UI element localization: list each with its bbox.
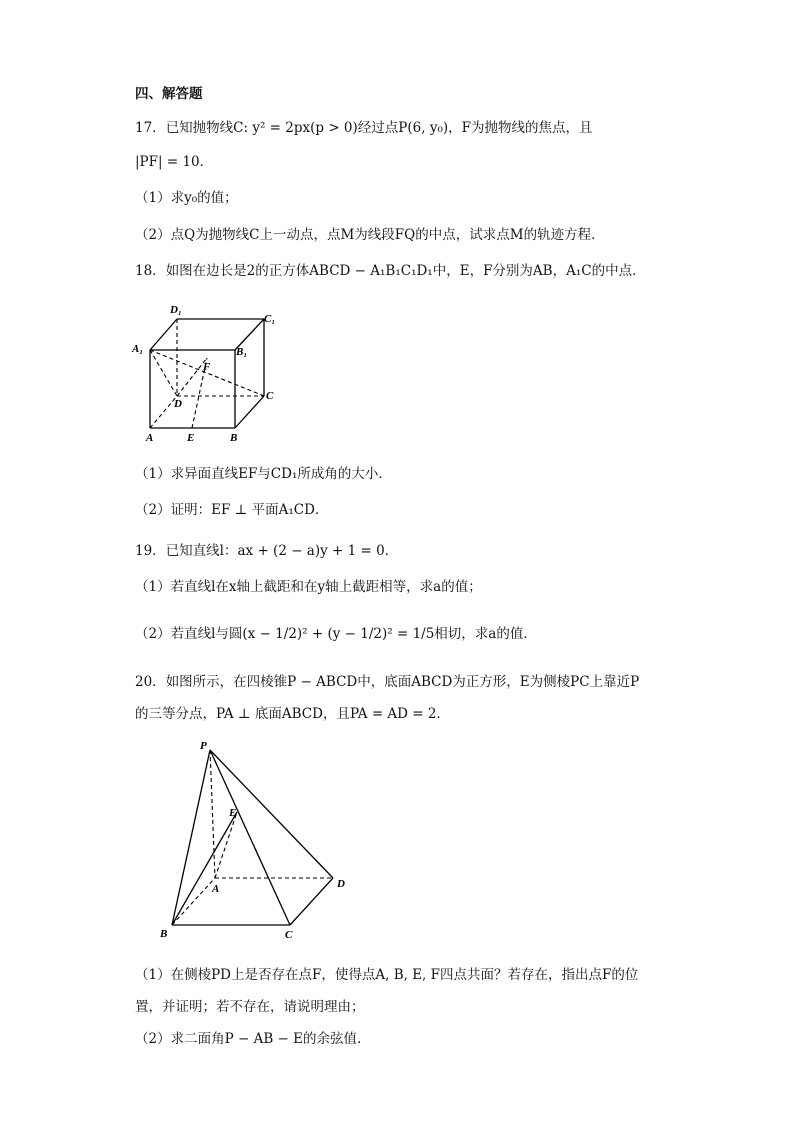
label-A: A [146,432,154,444]
label-E: E [187,432,195,444]
problem-line: 17．已知抛物线C: y² = 2px(p > 0)经过点P(6, y₀)，F为抛物线的焦点，且 [135,120,593,136]
problem-line: （2）证明：EF ⊥ 平面A₁CD． [135,502,329,518]
problem-line: （1）求异面直线EF与CD₁所成角的大小． [135,466,392,482]
problem-line: （2）求二面角P − AB − E的余弦值. [135,1031,362,1047]
cube-figure [130,298,290,448]
label-E: E [229,807,237,819]
label-C: C [266,390,274,402]
label-D: D [337,878,345,890]
problem-line: （2）若直线l与圆(x − 1/2)² + (y − 1/2)² = 1/5相切，求a的值． [135,626,537,642]
label-F: F [203,361,211,373]
label-B: B [160,928,168,940]
label-C: C [285,929,293,941]
problem-line: （1）在侧棱PD上是否存在点F，使得点A, B, E, F四点共面？若存在，指出点F的位 [135,967,639,983]
label-D: D [174,398,182,410]
problem-line: （1）求y₀的值； [135,190,238,206]
label-B: B [230,432,238,444]
problem-line: 置，并证明；若不存在，请说明理由； [135,999,365,1015]
label-C1: C₁ [264,313,276,325]
label-P: P [200,740,207,752]
problem-line: 20．如图所示，在四棱锥P − ABCD中，底面ABCD为正方形，E为侧棱PC上靠近P [135,674,640,690]
problem-line: 19．已知直线l：ax + (2 − a)y + 1 = 0． [135,543,399,559]
problem-line: （1）若直线l在x轴上截距和在y轴上截距相等，求a的值； [135,579,482,595]
problem-line: （2）点Q为抛物线C上一动点，点M为线段FQ的中点，试求点M的轨迹方程． [135,227,605,243]
label-D1: D₁ [170,304,182,316]
problem-line: 的三等分点，PA ⊥ 底面ABCD，且PA = AD = 2． [135,706,450,722]
problem-line: 18．如图在边长是2的正方体ABCD − A₁B₁C₁D₁中，E，F分别为AB，A₁C的中点． [135,263,646,279]
section-title: 四、解答题 [135,86,203,102]
pyramid-figure [155,732,355,942]
label-B1: B₁ [236,346,248,358]
problem-line: |PF| = 10． [135,154,214,170]
label-A1: A₁ [132,343,144,355]
label-A: A [212,883,220,895]
